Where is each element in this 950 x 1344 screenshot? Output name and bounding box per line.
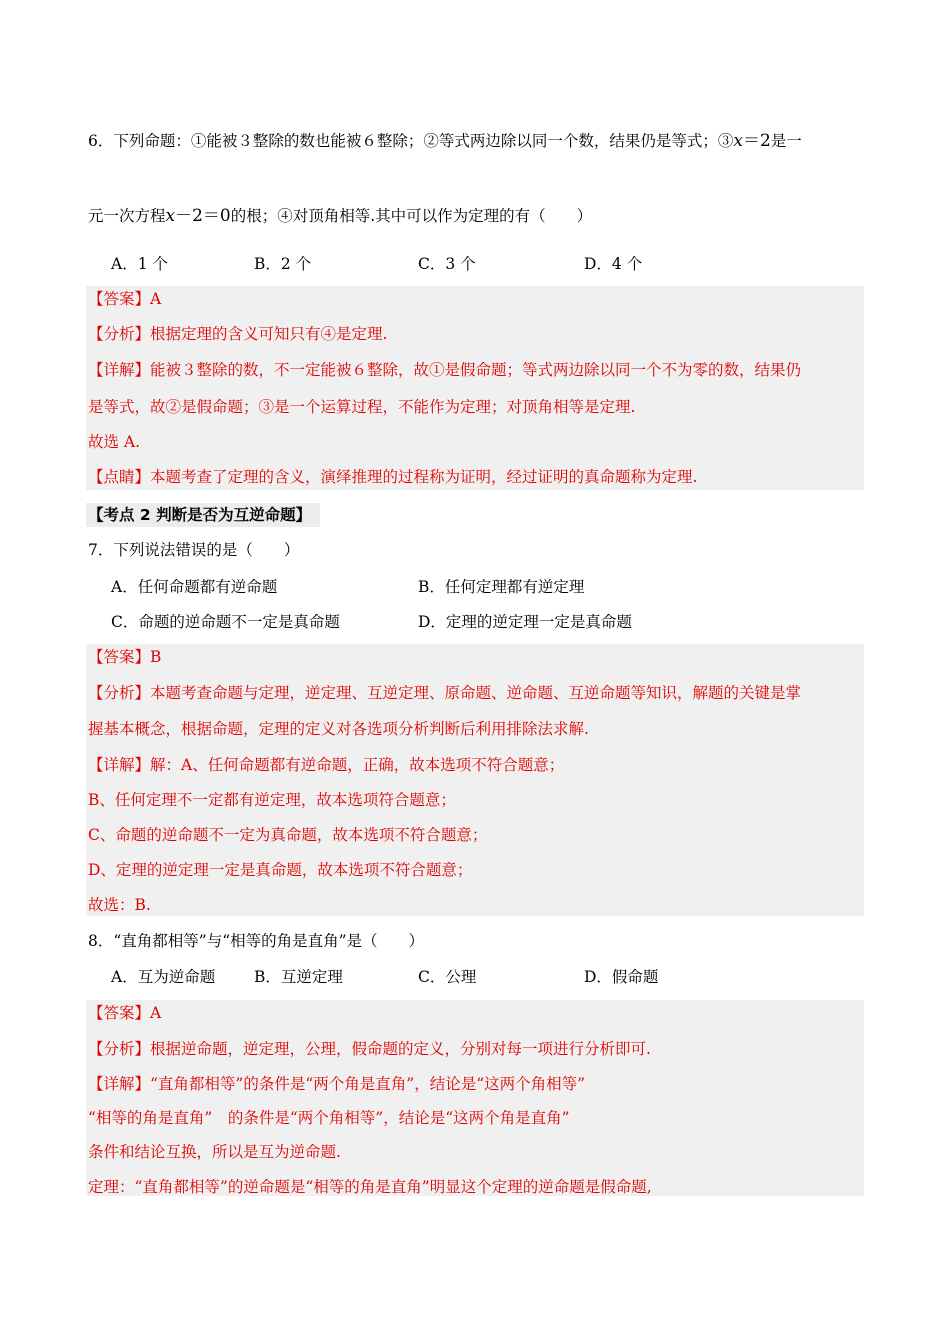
q7-stem: 7．下列说法错误的是（ ） xyxy=(88,541,300,559)
q7-option-a: A．任何命题都有逆命题 xyxy=(111,578,278,596)
q6-math-1: x＝2 xyxy=(733,131,771,151)
q6-option-d: D．4 个 xyxy=(584,255,643,273)
q6-answer: 【答案】A xyxy=(88,290,162,308)
q6-analysis: 【分析】根据定理的含义可知只有④是定理. xyxy=(88,325,388,343)
q6-comment: 【点睛】本题考查了定理的含义，演绎推理的过程称为证明，经过证明的真命题称为定理. xyxy=(88,468,698,486)
q8-detail-2: “相等的角是直角” 的条件是“两个角相等”，结论是“这两个角是直角” xyxy=(88,1109,570,1127)
q7-detail-4: D、定理的逆定理一定是真命题，故本选项不符合题意； xyxy=(88,861,473,879)
q6-detail-2: 是等式，故②是假命题；③是一个运算过程，不能作为定理；对顶角相等是定理. xyxy=(88,398,636,416)
q8-detail-4: 定理：“直角都相等”的逆命题是“相等的角是直角”明显这个定理的逆命题是假命题, xyxy=(88,1178,652,1196)
q8-analysis: 【分析】根据逆命题，逆定理，公理，假命题的定义，分别对每一项进行分析即可. xyxy=(88,1040,651,1058)
section-heading-text: 【考点 2 判断是否为互逆命题】 xyxy=(88,506,312,524)
q7-option-d: D．定理的逆定理一定是真命题 xyxy=(418,613,632,631)
q8-stem: 8．“直角都相等”与“相等的角是直角”是（ ） xyxy=(88,932,425,950)
q6-stem-text-3: 元一次方程 xyxy=(88,207,166,225)
q6-option-c: C．3 个 xyxy=(418,255,476,273)
q7-detail-1: 【详解】解：A、任何命题都有逆命题，正确，故本选项不符合题意； xyxy=(88,756,565,774)
q8-option-c: C．公理 xyxy=(418,968,477,986)
q6-stem-line1 xyxy=(88,131,802,151)
section-heading xyxy=(86,503,320,527)
q6-solution-box xyxy=(86,286,864,490)
q6-option-b: B．2 个 xyxy=(254,255,312,273)
q7-detail-2: B、任何定理不一定都有逆定理，故本选项符合题意； xyxy=(88,791,456,809)
q6-choose: 故选 A. xyxy=(88,433,141,451)
q7-option-b: B．任何定理都有逆定理 xyxy=(418,578,585,596)
q8-option-a: A．互为逆命题 xyxy=(111,968,216,986)
q7-analysis-2: 握基本概念，根据命题，定理的定义对各选项分析判断后利用排除法求解. xyxy=(88,720,589,738)
q8-answer: 【答案】A xyxy=(88,1004,162,1022)
q7-answer: 【答案】B xyxy=(88,648,162,666)
q6-stem-text-4: 的根；④对顶角相等.其中可以作为定理的有（ ） xyxy=(230,207,593,225)
q6-stem-text-1: 6．下列命题：①能被３整除的数也能被６整除；②等式两边除以同一个数，结果仍是等式；③ xyxy=(88,132,734,150)
q7-detail-3: C、命题的逆命题不一定为真命题，故本选项不符合题意； xyxy=(88,826,488,844)
q6-stem-line2 xyxy=(88,206,592,226)
q6-detail-1: 【详解】能被３整除的数，不一定能被６整除，故①是假命题；等式两边除以同一个不为零的数，结果仍 xyxy=(88,361,802,379)
q8-detail-1: 【详解】“直角都相等”的条件是“两个角是直角”，结论是“这两个角相等” xyxy=(88,1075,586,1093)
q7-option-c: C．命题的逆命题不一定是真命题 xyxy=(111,613,340,631)
q8-option-b: B．互逆定理 xyxy=(254,968,343,986)
q6-math-2: x－2＝0 xyxy=(165,206,231,226)
q8-option-d: D．假命题 xyxy=(584,968,659,986)
q7-choose: 故选：B. xyxy=(88,896,151,914)
q6-option-a: A．1 个 xyxy=(111,255,168,273)
q8-solution-box xyxy=(86,1000,864,1196)
q8-detail-3: 条件和结论互换，所以是互为逆命题. xyxy=(88,1143,341,1161)
q6-stem-text-2: 是一 xyxy=(770,132,802,150)
q7-analysis-1: 【分析】本题考查命题与定理，逆定理、互逆定理、原命题、逆命题、互逆命题等知识，解题的关键是掌 xyxy=(88,684,802,702)
